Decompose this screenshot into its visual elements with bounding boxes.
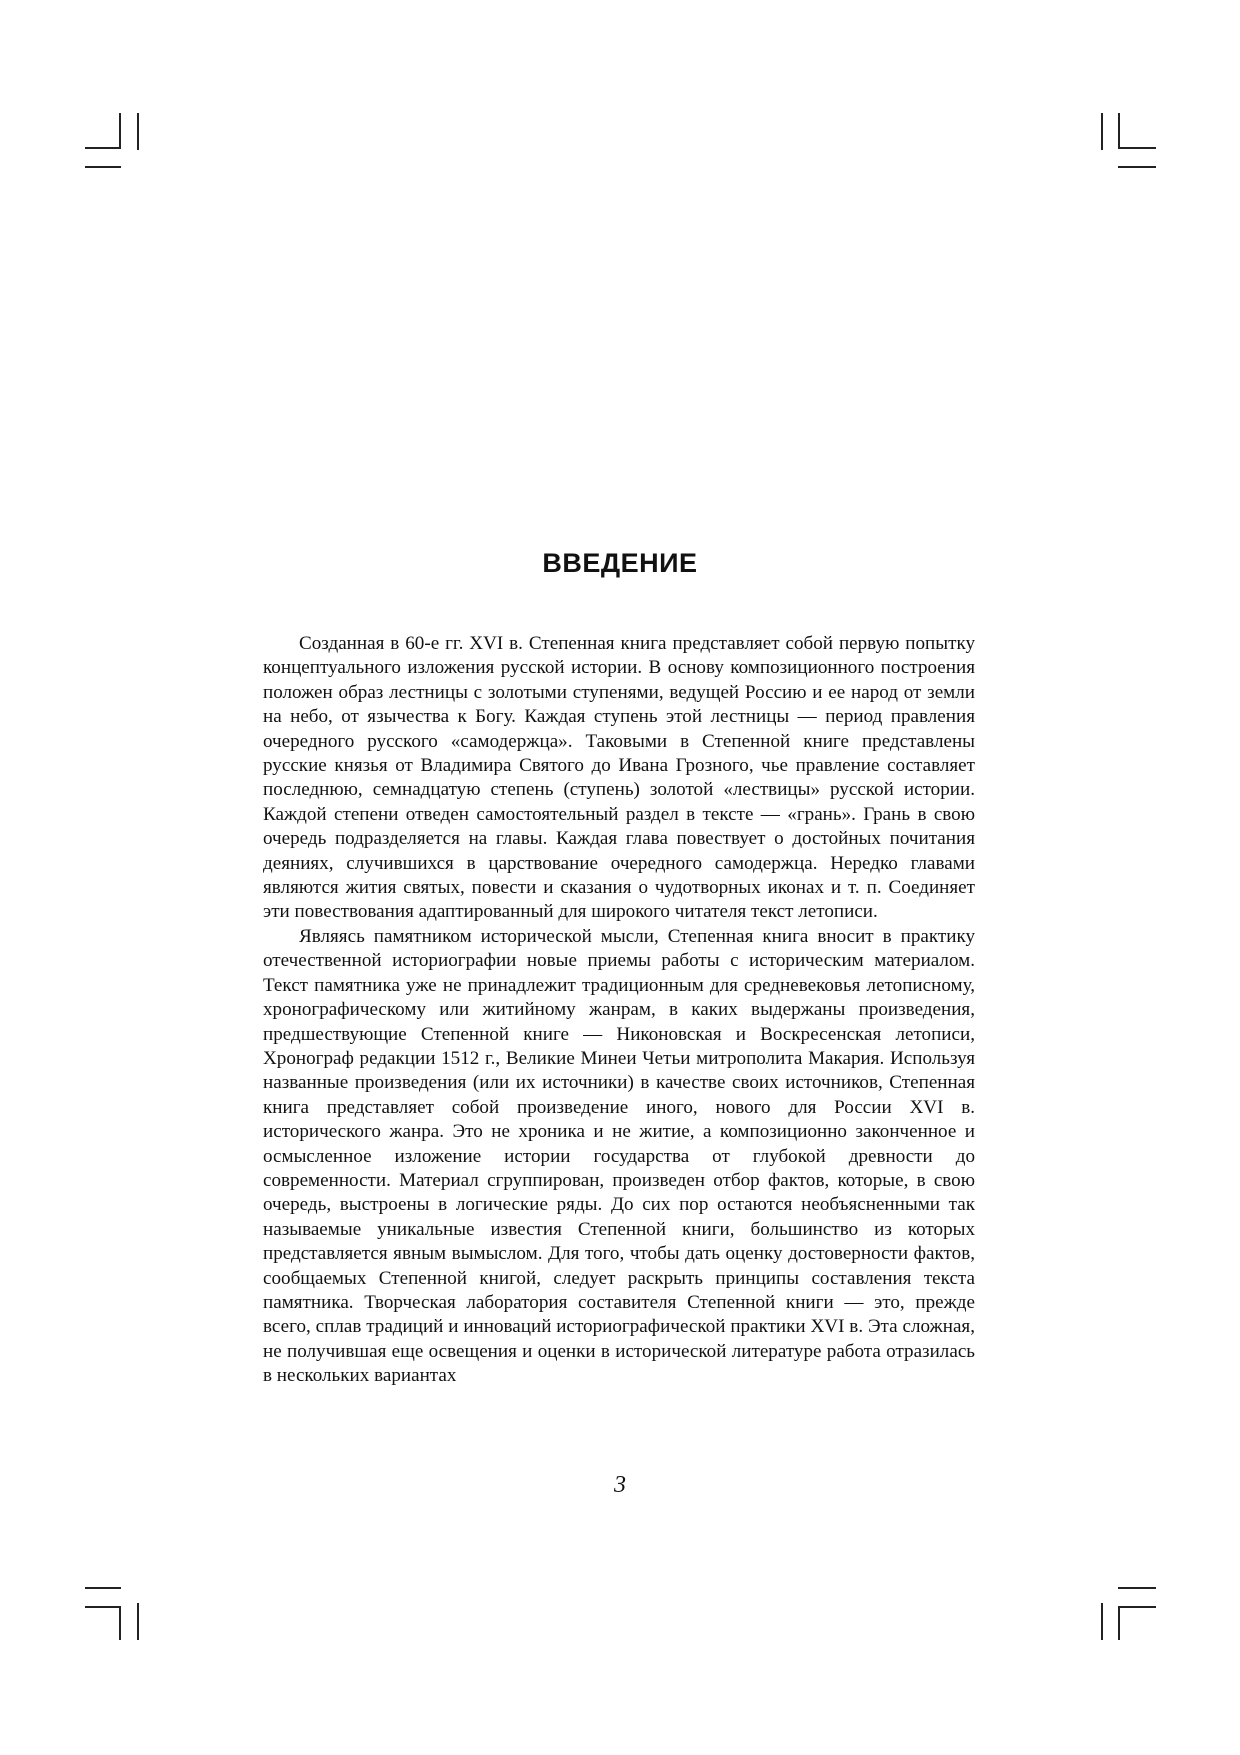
crop-mark (1118, 166, 1156, 168)
page-number: 3 (614, 1472, 626, 1498)
paragraph: Являясь памятником исторической мысли, Степенная книга вносит в практику отечественной историографии новые приемы работы с историческим материалом. Текст памятника уже не принадлежит традиционным для средневековья летописному, хронографическому или житийному жанрам, в каких выдержаны произведения, предшествующие Степенной книге — Никоновская и Воскресенская летописи, Хронограф редакции 1512 г., Великие Минеи Четьи митрополита Макария. Используя названные произведения (или их источники) в качестве своих источников, Степенная книга представляет собой произведение иного, нового для России XVI в. исторического жанра. Это не хроника и не житие, а композиционно законченное и осмысленное изложение истории государства от глубокой древности до современности. Материал сгруппирован, произведен отбор фактов, которые, в свою очередь, выстроены в логические ряды. До сих пор остаются необъясненными так называемые уникальные известия Степенной книги, большинство из которых представляется явным вымыслом. Для того, чтобы дать оценку достоверности фактов, сообщаемых Степенной книгой, следует раскрыть принципы составления текста памятника. Творческая лаборатория составителя Степенной книги — это, прежде всего, сплав традиций и инноваций историографической практики XVI в. Эта сложная, не получившая еще освещения и оценки в исторической литературе работа отразилась в нескольких вариантах (263, 925, 975, 1387)
paragraph: Созданная в 60-е гг. XVI в. Степенная книга представляет собой первую попытку концептуального изложения русской истории. В основу композиционного построения положен образ лестницы с золотыми ступенями, ведущей Россию и ее народ от земли на небо, от язычества к Богу. Каждая ступень этой лестницы — период правления очередного русского «самодержца». Таковыми в Степенной книге представлены русские князья от Владимира Святого до Ивана Грозного, чье правление составляет последнюю, семнадцатую степень (ступень) золотой «лествицы» русской истории. Каждой степени отведен самостоятельный раздел в тексте — «грань». Грань в свою очередь подразделяется на главы. Каждая глава повествует о достойных почитания деяниях, случившихся в царствование очередного самодержца. Нередко главами являются жития святых, повести и сказания о чудотворных иконах и т. п. Соединяет эти повествования адаптированный для широкого читателя текст летописи. (263, 633, 975, 923)
body-text (263, 632, 975, 1389)
crop-mark (137, 113, 139, 150)
crop-mark (1118, 1587, 1156, 1589)
crop-mark (85, 1587, 121, 1589)
crop-mark (85, 147, 121, 149)
crop-mark (85, 166, 121, 168)
crop-mark (1101, 1603, 1103, 1640)
crop-mark (1118, 113, 1120, 147)
crop-mark (85, 1606, 121, 1608)
chapter-heading: ВВЕДЕНИЕ (542, 548, 698, 578)
crop-mark (119, 1606, 121, 1640)
crop-mark (119, 113, 121, 147)
crop-mark (1118, 1606, 1120, 1640)
crop-mark (1118, 147, 1156, 149)
crop-mark (1118, 1606, 1156, 1608)
crop-mark (1101, 113, 1103, 150)
crop-mark (137, 1603, 139, 1640)
